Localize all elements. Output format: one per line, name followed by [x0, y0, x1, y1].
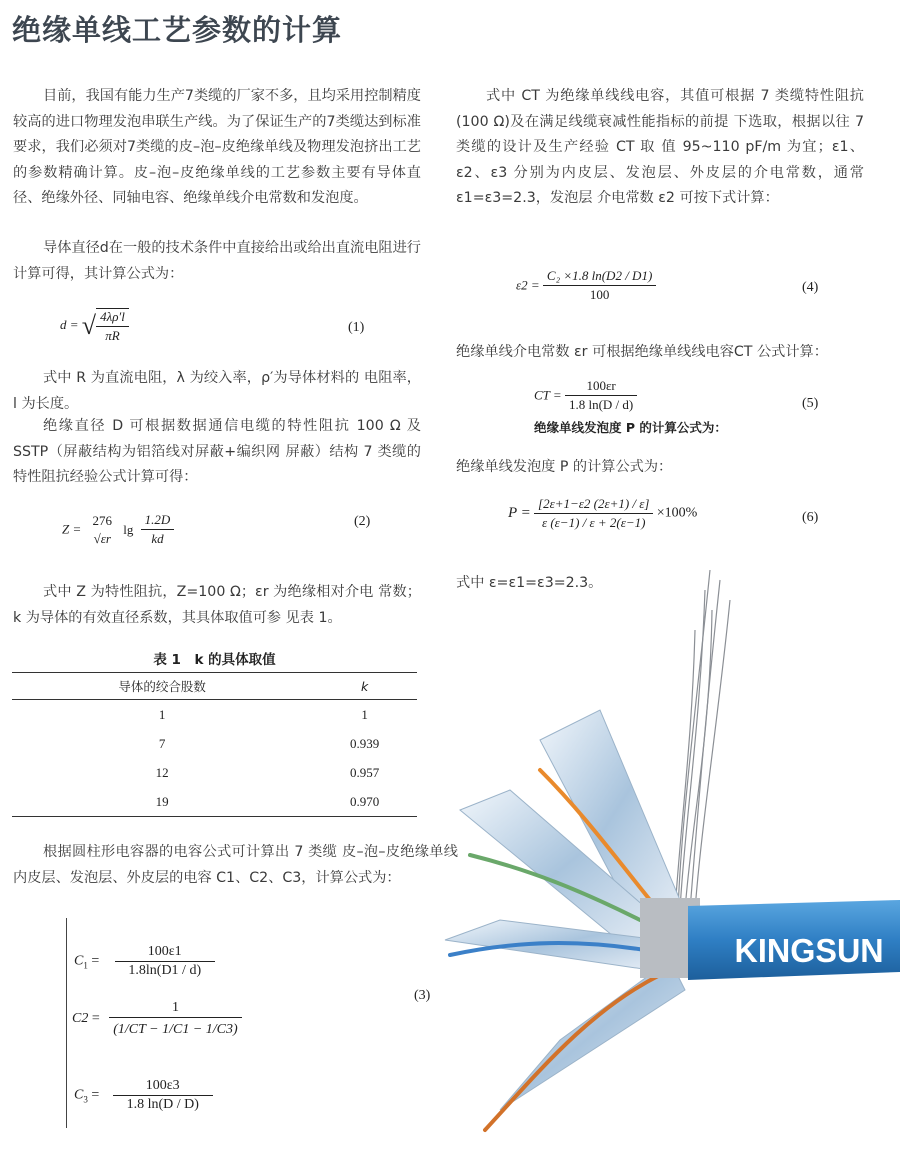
epsilon-value-paragraph: 式中 ε=ε1=ε3=2.3。	[456, 575, 603, 591]
eq4-lhs: ε2 =	[516, 277, 540, 293]
eq3-c3-fraction	[113, 1078, 213, 1113]
eq2-fraction-1	[89, 513, 117, 547]
table-row	[12, 787, 417, 817]
table-row	[12, 758, 417, 787]
intro-paragraph: 目前，我国有能力生产7类缆的厂家不多，且均采用控制精度较高的进口物理发泡串联生产线。为了保证生产的7类缆达到标准要求，我们必须对7类缆的皮–泡–皮绝缘单线及物理发泡挤出工艺的参数精确计算。皮–泡–皮绝缘单线的工艺参数主要有导体直径、绝缘外径、同轴电容、绝缘单线介电常数和发泡度。	[13, 88, 421, 206]
equation-5	[534, 378, 637, 413]
eq3-c1-fraction	[115, 944, 215, 979]
ct-paragraph: 式中 CT 为绝缘单线线电容，其值可根据 7 类缆特性阻抗(100 Ω)及在满足线缆衰减性能指标的前提 下选取，根据以往 7 类缆的设计及生产经验 CT 取 值 95~110 pF/m 为宜；ε1、ε2、ε3 分别为内皮层、发泡层、外皮层的介电常数，通常 ε1=ε3=2.3，发泡层 介电常数 ε2 可按下式计算：	[456, 88, 864, 206]
eq1-numerator: 4λρ′l	[96, 309, 129, 327]
table-cell: 19	[155, 793, 169, 809]
eq2-fraction-2	[141, 512, 175, 547]
table-cell: 7	[158, 735, 166, 751]
epsilon-r-paragraph: 绝缘单线介电常数 εr 可根据绝缘单线线电容CT 公式计算：	[456, 344, 828, 360]
eq4-num: C₂ ×1.8 ln(D2 / D1)	[543, 268, 656, 286]
eq4-den: 100	[589, 287, 610, 302]
equation-3-number: (3)	[414, 988, 431, 1003]
braid-wires	[675, 570, 730, 915]
eq3-c1-den: 1.8ln(D1 / d)	[128, 963, 202, 978]
eq1-explanation: 式中 R 为直流电阻，λ 为绞入率，ρ′为导体材料的 电阻率，l 为长度。	[13, 370, 421, 412]
eq3-c1-num: 100ε1	[115, 944, 215, 962]
eq6-tail: ×100%	[656, 505, 698, 521]
equation-3-c3: $C_3$ = $\frac{100\varepsilon 3}{1.8 \ln(D / D)}$	[74, 1078, 213, 1113]
eq3-c3-num: 100ε3	[113, 1078, 213, 1096]
eq3-c3-sub: 3	[83, 1094, 88, 1105]
equation-5-number: (5)	[802, 396, 819, 411]
eq3-c1-sub: 1	[83, 960, 88, 971]
table-cell: 1	[361, 706, 368, 722]
eq2-explanation: 式中 Z 为特性阻抗，Z=100 Ω；εr 为绝缘相对介电 常数；k 为导体的有效直径系数，其具体取值可参 见表 1。	[13, 584, 421, 626]
equation-3-c2: C2 = $\frac{1}{(1/CT - 1/C1 - 1/C3)}$	[72, 1000, 242, 1038]
equation-4-number: (4)	[802, 280, 819, 295]
eq2-den-1: √εr	[93, 530, 111, 546]
equation-3-c1: $C_1$ = $\frac{100\varepsilon 1}{1.8\ln(D1 / d)}$	[74, 944, 215, 979]
eq5-num: 100εr	[565, 378, 637, 396]
table-row	[12, 700, 417, 730]
table-cell: 0.957	[349, 764, 380, 780]
table-cell: 1	[158, 706, 166, 722]
table-cell: 0.970	[349, 793, 380, 809]
conductor-diameter-paragraph: 导体直径d在一般的技术条件中直接给出或给出直流电阻进行计算可得，其计算公式为：	[13, 240, 421, 282]
eq2-num-2: 1.2D	[141, 512, 175, 530]
eq1-fraction	[96, 308, 129, 344]
k-values-table	[12, 672, 417, 817]
table-cell: 0.939	[349, 735, 380, 751]
sqrt-icon: √	[81, 311, 97, 340]
eq1-lhs: d =	[60, 316, 79, 332]
table-row	[12, 729, 417, 758]
equation-1-number: (1)	[348, 320, 365, 335]
equation-1	[60, 308, 129, 344]
eq3-c1-lhs: C	[74, 953, 84, 969]
eq3-c3-lhs: C	[74, 1087, 84, 1103]
equation-6	[508, 496, 697, 531]
eq3-c2-fraction	[109, 1000, 241, 1038]
eq3-c2-num: 1	[109, 1000, 241, 1018]
eq6-den: ε (ε−1) / ε + 2(ε−1)	[541, 515, 646, 530]
table-header-strands: 导体的绞合股数	[12, 673, 312, 700]
equation-6-number: (6)	[802, 510, 819, 525]
table-caption: 表 1 k 的具体取值	[153, 652, 276, 668]
eq3-c3-den: 1.8 ln(D / D)	[126, 1097, 199, 1112]
equation-4	[516, 268, 656, 303]
insulation-diameter-paragraph: 绝缘直径 D 可根据数据通信电缆的特性阻抗 100 Ω 及 SSTP（屏蔽结构为铝箔线对屏蔽+编织网 屏蔽）结构 7 类缆的特性阻抗经验公式计算可得：	[13, 418, 421, 485]
equation-2-number: (2)	[354, 514, 371, 529]
eq5-caption: 绝缘单线发泡度 P 的计算公式为：	[534, 420, 727, 435]
eq2-den-1-text: εr	[100, 530, 111, 546]
foaming-degree-paragraph: 绝缘单线发泡度 P 的计算公式为：	[456, 459, 673, 475]
eq3-c2-lhs: C2	[72, 1011, 89, 1026]
table-header-k: k	[312, 673, 417, 700]
eq2-lhs: Z =	[62, 521, 82, 537]
table-cell: 12	[155, 764, 169, 780]
capacitance-paragraph: 根据圆柱形电容器的电容公式可计算出 7 类缆 皮–泡–皮绝缘单线内皮层、发泡层、外皮层的电容 C1、C2、C3，计算公式为：	[13, 844, 458, 886]
eq1-denominator: πR	[105, 328, 120, 343]
eq2-den-2: kd	[151, 531, 164, 546]
table-header-row	[12, 673, 417, 700]
cable-image	[430, 570, 900, 1161]
eq5-den: 1.8 ln(D / d)	[568, 397, 634, 412]
equation-2	[62, 512, 174, 547]
eq6-num: [2ε+1−ε2 (2ε+1) / ε]	[534, 496, 653, 514]
eq3-c2-den: (1/CT − 1/C1 − 1/C3)	[113, 1022, 238, 1037]
eq5-lhs: CT =	[534, 387, 562, 403]
page-title: 绝缘单线工艺参数的计算	[12, 13, 343, 47]
eq4-fraction	[543, 268, 656, 303]
eq2-num-1: 276	[92, 512, 113, 528]
eq6-lhs: P =	[508, 505, 531, 521]
eq5-fraction	[565, 378, 637, 413]
eq6-fraction	[534, 496, 653, 531]
eq2-lg: lg	[123, 521, 134, 537]
brand-logo: KINGSUN	[734, 932, 884, 969]
